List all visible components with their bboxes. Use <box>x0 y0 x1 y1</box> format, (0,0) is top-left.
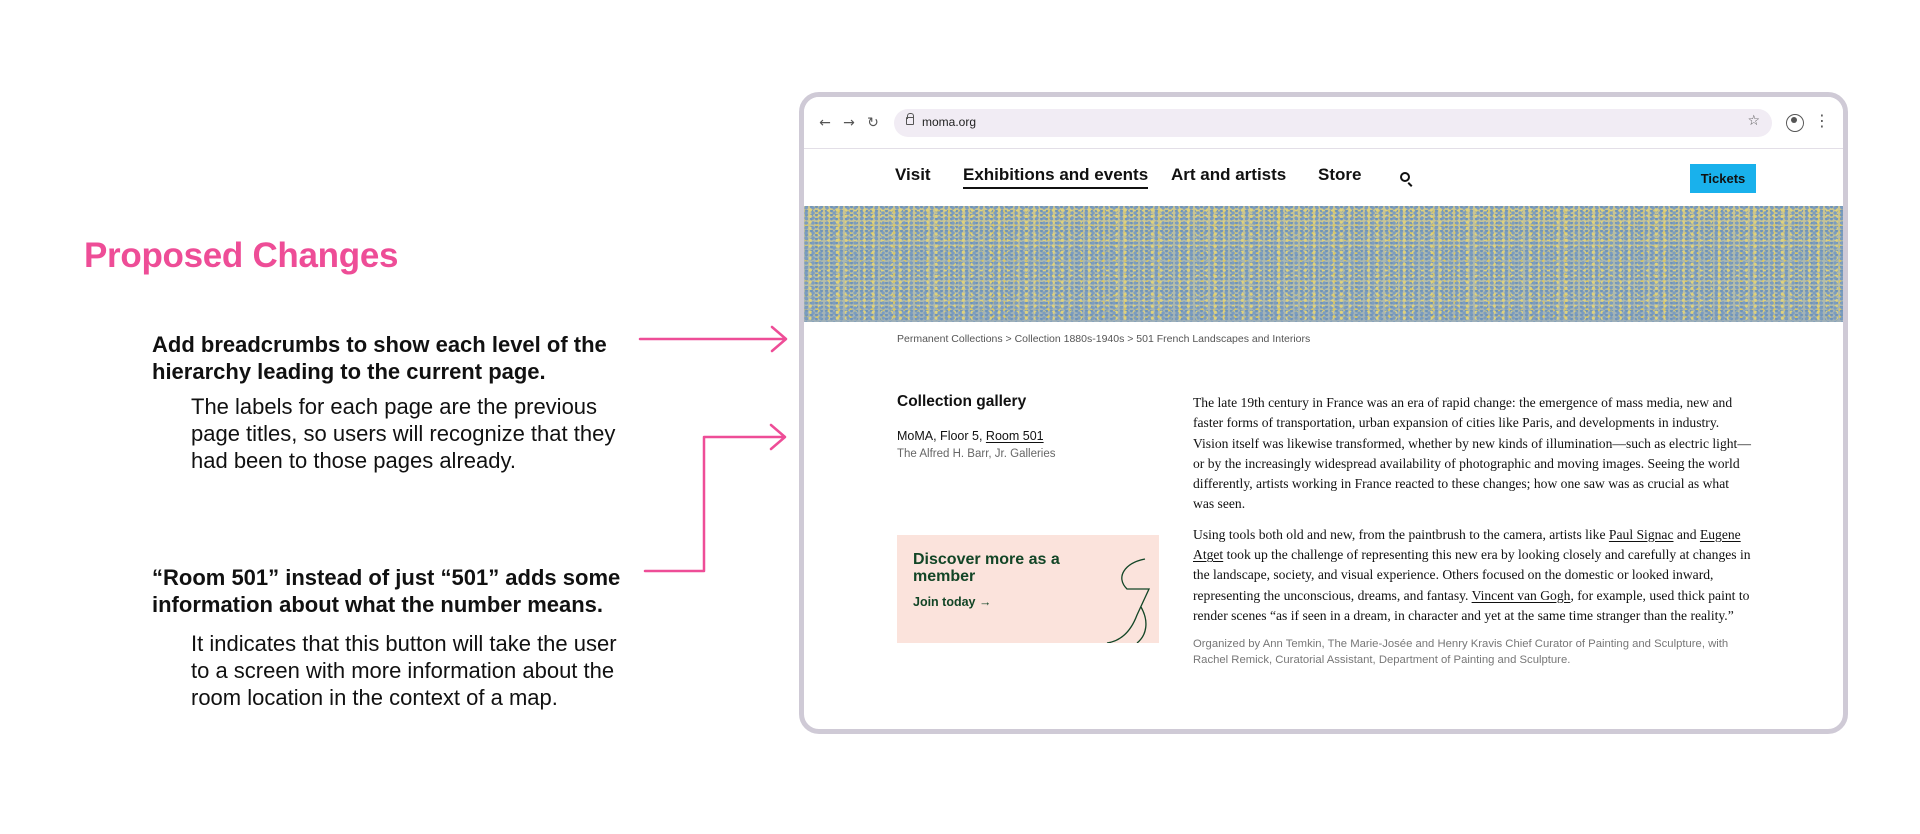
tickets-button[interactable]: Tickets <box>1690 164 1756 193</box>
para2-text-b: and <box>1673 526 1700 542</box>
join-today-link[interactable]: Join today → <box>913 595 992 609</box>
star-icon[interactable]: ☆ <box>1747 113 1760 129</box>
room-label-arrow <box>645 425 785 571</box>
lock-icon <box>906 117 914 125</box>
paul-signac-link[interactable]: Paul Signac <box>1608 526 1674 542</box>
nav-store[interactable]: Store <box>1318 165 1362 184</box>
address-bar[interactable] <box>894 109 1772 137</box>
breadcrumbs-note-body: The labels for each page are the previous page titles, so users will recognize that they had been to those pages already. <box>191 394 616 473</box>
promo-line-art <box>1097 555 1159 643</box>
room-label-note-title: “Room 501” instead of just “501” adds some information about what the number means. <box>152 565 621 617</box>
curator-credit: Organized by Ann Temkin, The Marie-Josée and Henry Kravis Chief Curator of Painting and Sculpture, with Rachel Remick, Curatorial Assistant, Department of Painting and Sculpture. <box>1193 638 1729 667</box>
breadcrumb[interactable]: Permanent Collections > Collection 1880s-1940s > 501 French Landscapes and Interiors <box>897 333 1311 345</box>
profile-icon[interactable] <box>1786 114 1804 132</box>
search-icon[interactable] <box>1400 172 1410 182</box>
membership-promo[interactable] <box>897 535 1159 643</box>
eugene-atget-link[interactable]: Eugene Atget <box>1193 526 1741 563</box>
url-text: moma.org <box>922 115 977 129</box>
kebab-menu-icon[interactable]: ⋮ <box>1814 111 1830 130</box>
description-paragraph-1: The late 19th century in France was an era of rapid change: the emergence of mass media, new and faster forms of transportation, urban expansion of cities like Paris, and developments in industry. Vision itself was likewise transformed, whether by new kinds of illumination—such as electric light—or by the increasingly widespread availability of photographic and moving images. Seeing the world differently, artists working in France reacted to these changes; how one saw was as crucial as what was seen. <box>1193 395 1751 512</box>
room-501-link[interactable]: Room 501 <box>985 429 1044 443</box>
nav-exhibitions-and-events[interactable]: Exhibitions and events <box>963 165 1148 189</box>
hero-painting-image <box>804 206 1843 322</box>
gallery-info <box>897 393 1167 460</box>
para2-text-a: Using tools both old and new, from the paintbrush to the camera, artists like <box>1193 526 1609 542</box>
site-nav <box>804 149 1843 206</box>
browser-window <box>799 92 1848 734</box>
location-prefix: MoMA, Floor 5, <box>897 429 983 443</box>
gallery-location <box>897 429 1167 443</box>
proposed-changes-heading: Proposed Changes <box>84 236 399 275</box>
breadcrumbs-arrow <box>640 327 786 351</box>
gallery-sublocation: The Alfred H. Barr, Jr. Galleries <box>897 448 1056 460</box>
breadcrumbs-note-title: Add breadcrumbs to show each level of the hierarchy leading to the current page. <box>152 332 607 384</box>
description-paragraph-2 <box>1193 525 1753 626</box>
browser-toolbar <box>804 97 1843 149</box>
gallery-description <box>1193 393 1753 668</box>
nav-visit[interactable]: Visit <box>895 165 931 184</box>
gallery-title: Collection gallery <box>897 393 1027 410</box>
room-label-note-body: It indicates that this button will take the user to a screen with more information about the room location in the context of a map. <box>191 631 617 710</box>
vincent-van-gogh-link[interactable]: Vincent van Gogh <box>1471 587 1571 603</box>
reload-icon[interactable]: ↻ <box>867 115 879 131</box>
para2-text-c: took up the challenge of representing this new era by looking closely and carefully at changes in the landscape, society, and visual experience. Others focused on the domestic or looked inward, representing the unconscious, dreams, and fantasy. <box>1193 547 1751 603</box>
promo-title: Discover more as a member <box>913 551 1060 585</box>
para2-text-d: , for example, used thick paint to render scenes “as if seen in a dream, in character and yet at the same time stranger than the reality.” <box>1193 587 1750 623</box>
nav-art-and-artists[interactable]: Art and artists <box>1171 165 1287 184</box>
forward-icon[interactable]: → <box>843 115 855 131</box>
back-icon[interactable]: ← <box>819 115 831 131</box>
